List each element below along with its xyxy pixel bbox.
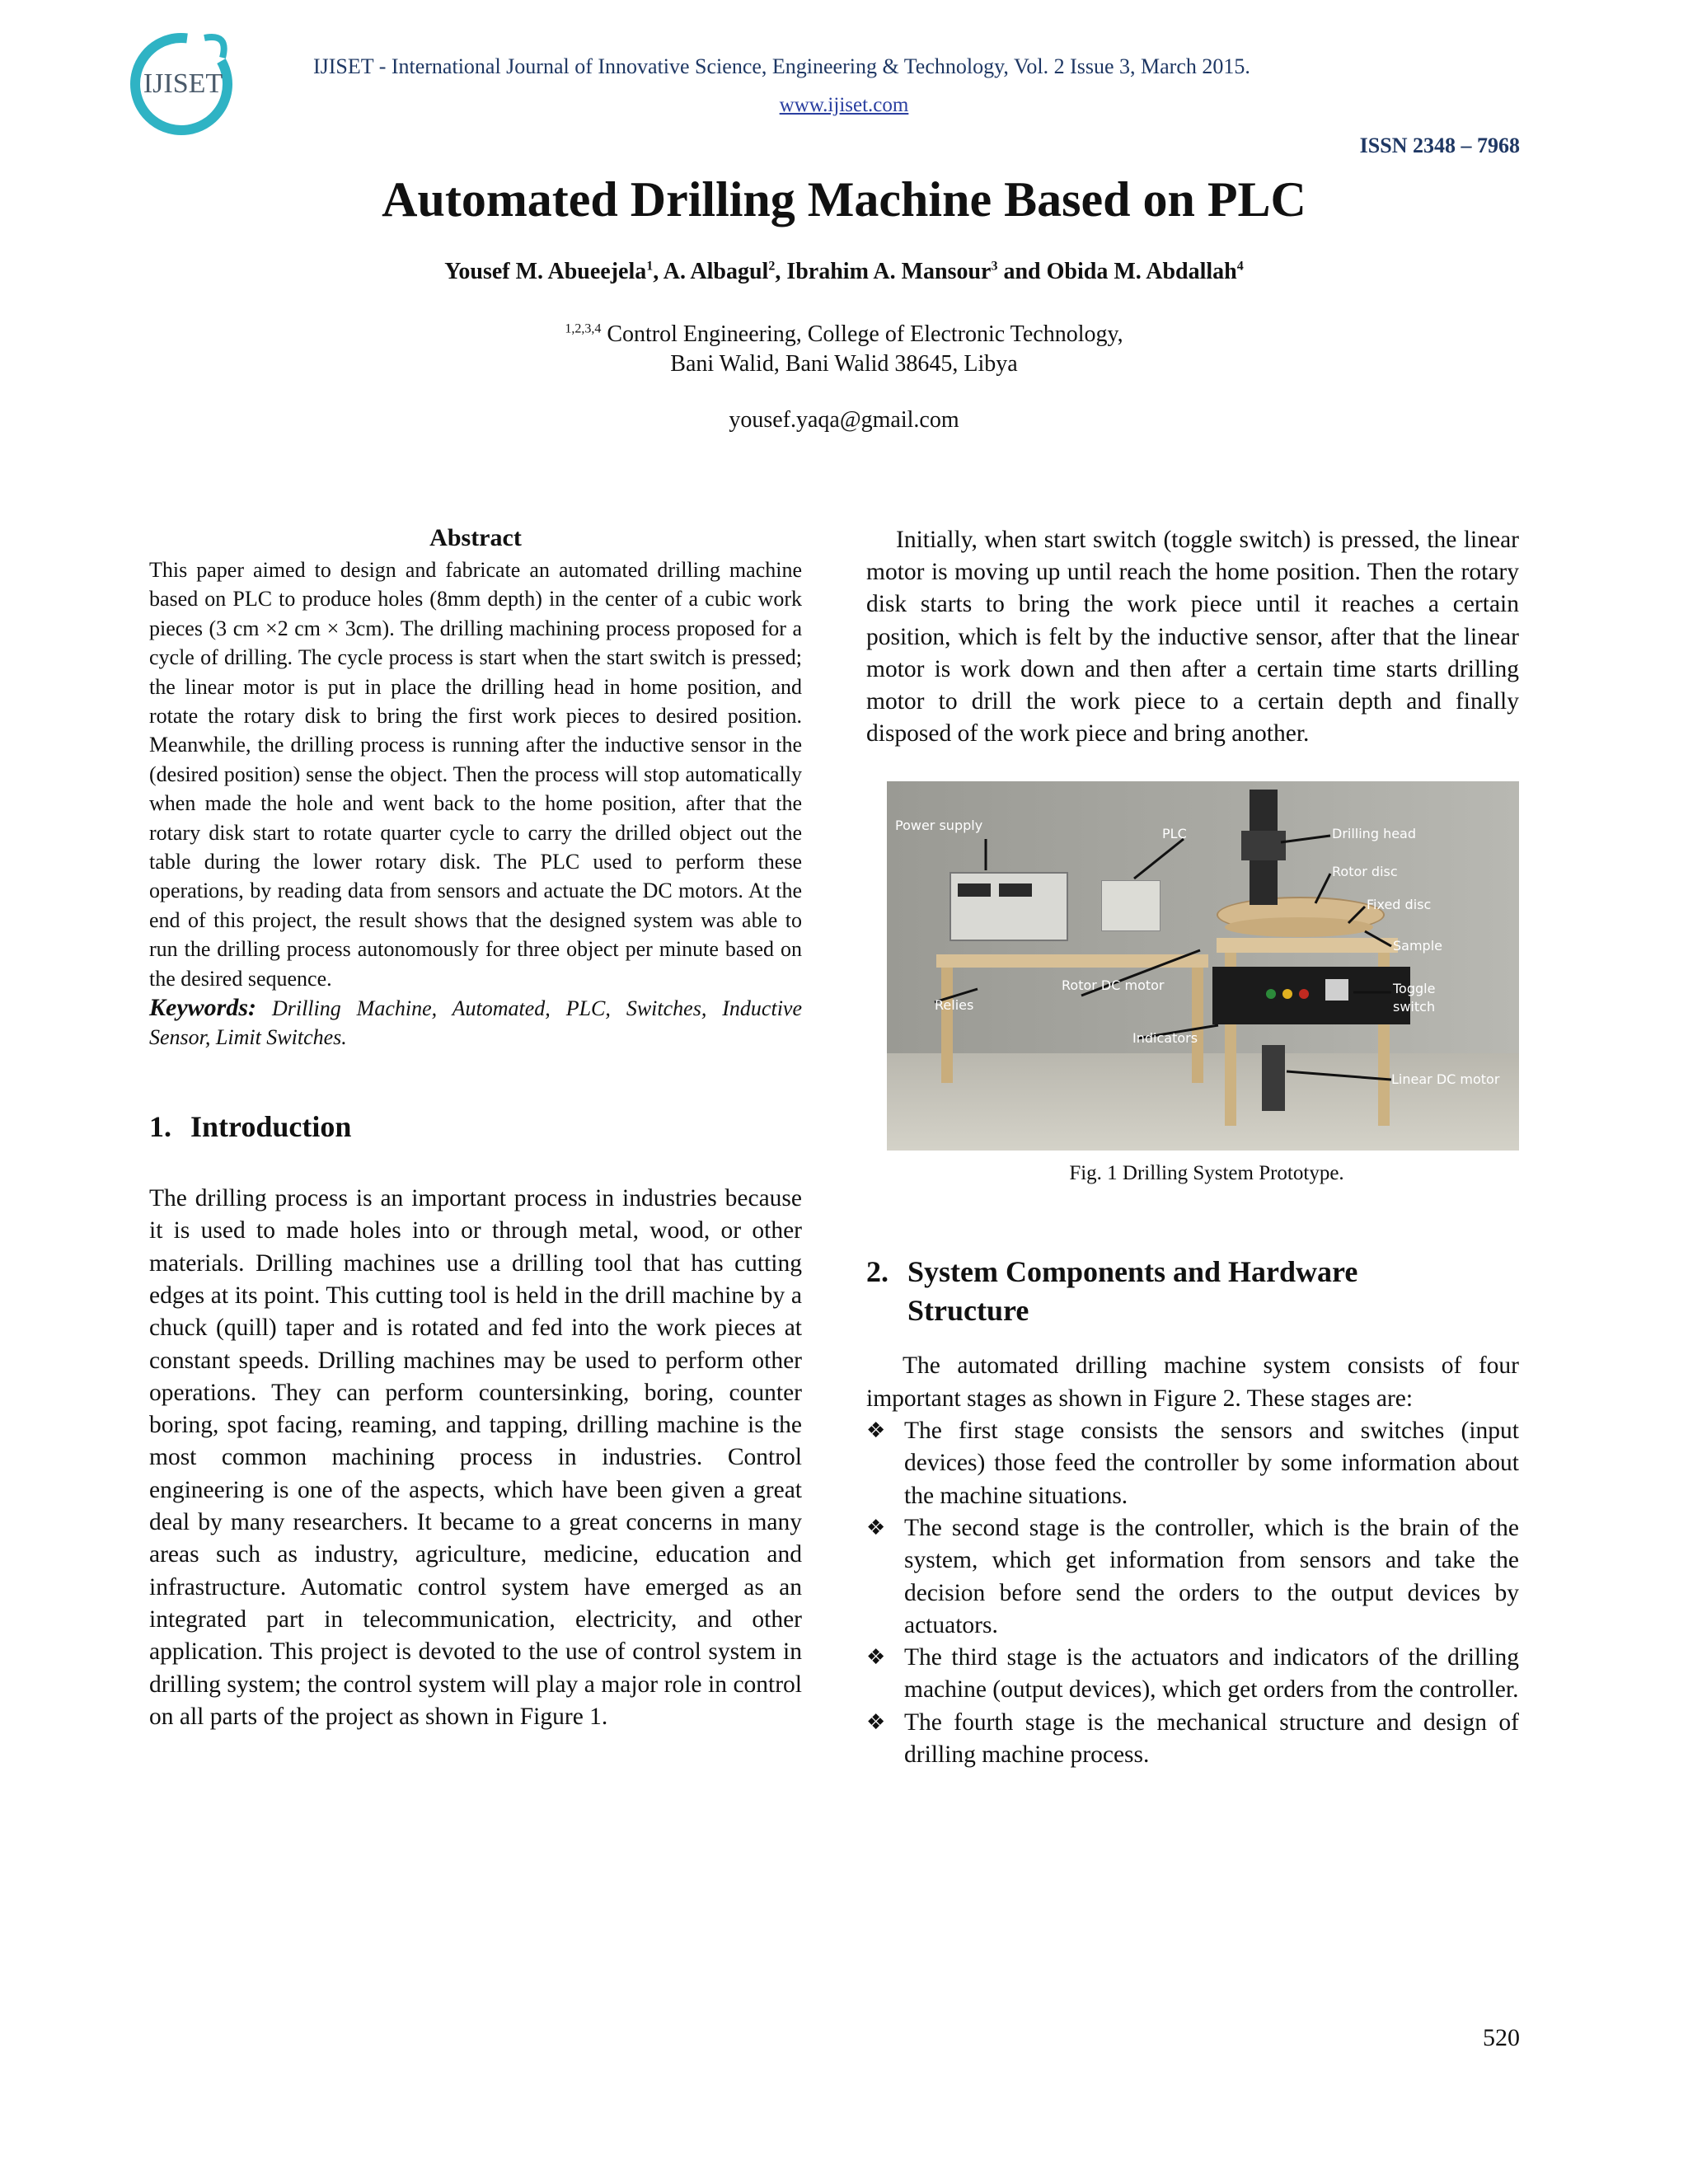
figure-label-fixed-disc: Fixed disc — [1367, 897, 1432, 913]
stage-text: The first stage consists the sensors and switches (input devices) those feed the controller by some information about the machine situations. — [904, 1418, 1519, 1509]
stage-text: The third stage is the actuators and indicators of the drilling machine (output devices), which get orders from the controller. — [904, 1644, 1519, 1704]
author-sup: 2 — [768, 259, 776, 274]
section-title-line-2: Structure — [907, 1294, 1029, 1328]
keywords-label: Keywords: — [149, 994, 256, 1022]
left-column — [149, 524, 802, 1733]
figure-label-drilling-head: Drilling head — [1332, 826, 1417, 842]
author-list — [0, 259, 1688, 285]
affiliation — [0, 320, 1688, 379]
figure-label-relies: Relies — [935, 997, 974, 1014]
affiliation-line-1: Control Engineering, College of Electronic Technology, — [601, 321, 1123, 347]
author-name: A. Albagul — [663, 259, 769, 284]
abstract-heading: Abstract — [429, 524, 522, 551]
issn-label: ISSN 2348 – 7968 — [1359, 134, 1520, 157]
journal-url-link[interactable]: www.ijiset.com — [779, 94, 909, 116]
figure-label-power-supply: Power supply — [895, 818, 983, 834]
introduction-text: The drilling process is an important process in industries because it is used to made holes into or through metal, wood, or other materials. Drilling machines use a drilling tool that has cutting edges at its point. This cutting tool is held in the drill machine by a chuck (quill) taper and is rotated and fed into the work pieces at constant speeds. Drilling machines may be used to perform other operations. They can perform countersinking, boring, counter boring, spot facing, reaming, and tapping, drilling machine is the most common machining process in industries. Control engineering is one of the aspects, which have been given a great deal by many researchers. It became to a great concerns in many areas such as industry, agriculture, medicine, education and infrastructure. Automatic control system have emerged as an integrated part in telecommunication, electricity, and other application. This project is devoted to the use of control system in drilling system; the control system will play a major role in control on all parts of the project as shown in Figure 1. — [149, 1185, 802, 1730]
logo-text: IJISET — [143, 68, 223, 99]
list-item — [866, 1707, 1519, 1772]
section-2-intro: The automated drilling machine system consists of four important stages as shown in Figure 2. These stages are: — [866, 1352, 1519, 1412]
list-item — [866, 1642, 1519, 1707]
page-number: 520 — [1483, 2024, 1520, 2051]
section-title-line-1: System Components and Hardware — [907, 1255, 1358, 1289]
figure-label-rotor-dc-motor: Rotor DC motor — [1062, 977, 1165, 994]
section-2-heading — [866, 1253, 1519, 1330]
figure-label-indicators: Indicators — [1132, 1030, 1198, 1047]
stage-text: The fourth stage is the mechanical structure and design of drilling machine process. — [904, 1708, 1519, 1768]
keywords-list: Drilling Machine, Automated, PLC, Switches, Inductive Sensor, Limit Switches. — [149, 996, 802, 1050]
bullet-icon: ❖ — [866, 1515, 886, 1540]
section-1-heading — [149, 1108, 802, 1146]
author-sep: and — [997, 259, 1047, 284]
figure-label-plc: PLC — [1162, 826, 1187, 842]
paper-title: Automated Drilling Machine Based on PLC — [382, 172, 1306, 227]
affiliation-sup: 1,2,3,4 — [565, 321, 602, 336]
operation-paragraph: Initially, when start switch (toggle switch) is pressed, the linear motor is moving up until reach the home position. Then the rotary disk starts to bring the work piece until it reaches a certain position, which is felt by the inductive sensor, after that the linear motor is work down and then after a certain time starts drilling motor to drill the work piece to a certain depth and finally disposed of the work piece and bring another. — [866, 527, 1519, 748]
figure-arrows — [887, 781, 1519, 1151]
bullet-icon: ❖ — [866, 1645, 886, 1671]
author-name: Ibrahim A. Mansour — [786, 259, 992, 284]
list-item — [866, 1512, 1519, 1642]
figure-caption: Fig. 1 Drilling System Prototype. — [1069, 1162, 1344, 1185]
keywords — [149, 993, 802, 1052]
section-title: Introduction — [190, 1110, 352, 1144]
list-item — [866, 1415, 1519, 1512]
journal-logo — [122, 25, 244, 138]
figure-label-linear-dc-motor: Linear DC motor — [1391, 1071, 1500, 1088]
author-sep: , — [775, 259, 787, 284]
figure-label-toggle: Toggle — [1393, 981, 1436, 997]
section-number: 1. — [149, 1110, 171, 1144]
journal-header: IJISET - International Journal of Innovative Science, Engineering & Technology, Vol. 2 Issue 3, March 2015. — [313, 54, 1250, 78]
author-sup: 1 — [646, 259, 654, 274]
abstract-text: This paper aimed to design and fabricate an automated drilling machine based on PLC to produce holes (8mm depth) in the center of a cubic work pieces (3 cm ×2 cm × 3cm). The drilling machining process proposed for a cycle of drilling. The cycle process is start when the start switch is pressed; the linear motor is put in place the drilling head in home position, and rotate the rotary disk to bring the first work pieces to desired position. Meanwhile, the drilling process is running after the inductive sensor in the (desired position) sense the object. Then the process will stop automatically when made the hole and went back to the home position, after that the rotary disk start to rotate quarter cycle to carry the drilled object out the table during the lower rotary disk. The PLC used to perform these operations, by reading data from sensors and actuate the DC motors. At the end of this project, the result shows that the designed system was able to run the drilling process autonomously for three object per minute based on the desired sequence. — [149, 558, 802, 991]
author-sup: 3 — [991, 259, 998, 274]
bullet-icon: ❖ — [866, 1709, 886, 1735]
section-number: 2. — [866, 1255, 889, 1289]
stage-text: The second stage is the controller, which is the brain of the system, which get information from sensors and take the decision before send the orders to the output devices by actuators. — [904, 1514, 1519, 1638]
contact-email[interactable]: yousef.yaqa@gmail.com — [729, 407, 959, 433]
figure-label-sample: Sample — [1393, 938, 1442, 954]
right-column — [866, 524, 1519, 1771]
author-sep: , — [653, 259, 663, 284]
figure-label-rotor-disc: Rotor disc — [1332, 864, 1398, 880]
author-name: Yousef M. Abueejela — [444, 259, 647, 284]
figure-label-switch: switch — [1393, 999, 1436, 1015]
affiliation-line-2: Bani Walid, Bani Walid 38645, Libya — [670, 351, 1018, 377]
figure-photo — [887, 781, 1519, 1151]
author-sup: 4 — [1236, 259, 1244, 274]
author-name: Obida M. Abdallah — [1046, 259, 1237, 284]
bullet-icon: ❖ — [866, 1418, 886, 1444]
section-title — [907, 1253, 1357, 1330]
